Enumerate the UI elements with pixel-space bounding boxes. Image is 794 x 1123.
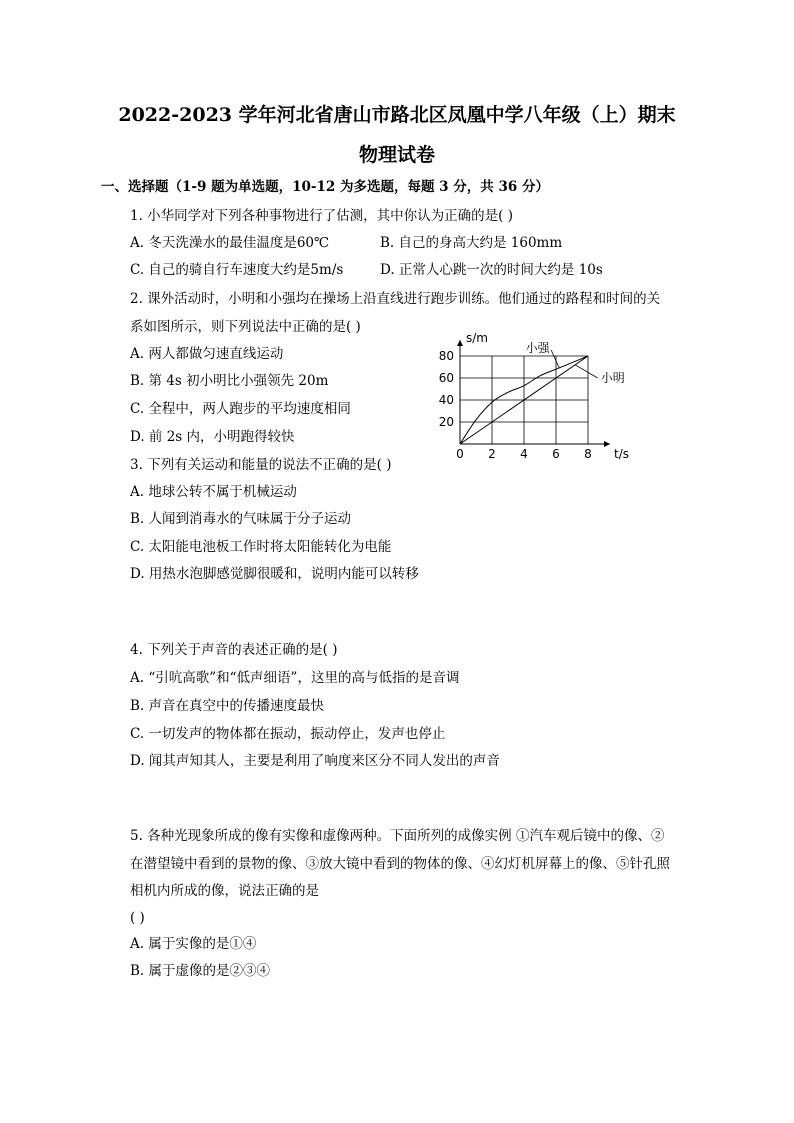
q3-option-d: D. 用热水泡脚感觉脚很暖和，说明内能可以转移 (130, 566, 419, 582)
q2-option-d: D. 前 2s 内，小明跑得较快 (130, 429, 295, 445)
q1-option-a: A. 冬天洗澡水的最佳温度是60℃ (130, 235, 330, 251)
x-tick-label: 6 (552, 447, 560, 461)
q1-option-c: C. 自己的骑自行车速度大约是5m/s (130, 262, 344, 278)
y-tick-label: 40 (438, 393, 454, 407)
x-tick-label: 8 (584, 447, 592, 461)
series-label-xiaoqiang: 小强 (525, 341, 550, 355)
x-axis-label: t/s (614, 447, 629, 461)
y-axis-label: s/m (466, 331, 488, 345)
y-tick-label: 20 (438, 415, 454, 429)
page-title-line1: 2022-2023 学年河北省唐山市路北区凤凰中学八年级（上）期末 (118, 104, 676, 126)
q2-option-b: B. 第 4s 初小明比小强领先 20m (130, 373, 329, 389)
q3-stem: 3. 下列有关运动和能量的说法不正确的是( ) (130, 457, 392, 473)
series-label-xiaoming: 小明 (600, 371, 625, 385)
q5-answer-paren: ( ) (130, 910, 145, 926)
x-axis-arrow (604, 441, 610, 447)
q4-option-d: D. 闻其声知其人，主要是利用了响度来区分不同人发出的声音 (130, 753, 500, 769)
q4-option-b: B. 声音在真空中的传播速度最快 (130, 698, 325, 714)
q2-stem-line1: 2. 课外活动时，小明和小强均在操场上沿直线进行跑步训练。他们通过的路程和时间的关 (130, 291, 661, 307)
q4-option-c: C. 一切发声的物体都在振动，振动停止，发声也停止 (130, 726, 446, 742)
q1-stem: 1. 小华同学对下列各种事物进行了估测，其中你认为正确的是( ) (130, 208, 513, 224)
q5-option-a: A. 属于实像的是①④ (130, 936, 257, 952)
q4-stem: 4. 下列关于声音的表述正确的是( ) (130, 642, 338, 658)
xiaoming-leader (575, 365, 597, 378)
q3-option-b: B. 人闻到消毒水的气味属于分子运动 (130, 511, 352, 527)
y-axis-arrow (457, 340, 463, 346)
q5-stem-line2: 在潜望镜中看到的景物的像、③放大镜中看到的物体的像、④幻灯机屏幕上的像、⑤针孔照 (130, 856, 670, 872)
page-title-line2: 物理试卷 (358, 144, 435, 166)
q5-stem-line1: 5. 各种光现象所成的像有实像和虚像两种。下面所列的成像实例 ①汽车观后镜中的像、② (130, 828, 665, 844)
x-tick-label: 0 (456, 447, 464, 461)
q2-stem-line2: 系如图所示，则下列说法中正确的是( ) (130, 319, 361, 335)
q5-stem-line3: 相机内所成的像，说法正确的是 (130, 883, 319, 899)
q2-option-a: A. 两人都做匀速直线运动 (130, 346, 284, 362)
q2-option-c: C. 全程中，两人跑步的平均速度相同 (130, 401, 351, 417)
q3-option-c: C. 太阳能电池板工作时将太阳能转化为电能 (130, 539, 392, 555)
q5-option-b: B. 属于虚像的是②③④ (130, 963, 271, 979)
distance-time-chart (432, 326, 642, 466)
q4-option-a: A. “引吭高歌”和“低声细语”，这里的高与低指的是音调 (130, 670, 460, 686)
q1-option-d: D. 正常人心跳一次的时间大约是 10s (380, 262, 603, 278)
y-tick-label: 60 (438, 371, 454, 385)
q3-option-a: A. 地球公转不属于机械运动 (130, 484, 297, 500)
xiaoqiang-leader (551, 350, 559, 368)
x-tick-label: 2 (488, 447, 496, 461)
x-tick-label: 4 (520, 447, 528, 461)
section-heading: 一、选择题（1-9 题为单选题，10-12 为多选题，每题 3 分，共 36 分） (101, 179, 549, 195)
q1-option-b: B. 自己的身高大约是 160mm (380, 235, 563, 251)
y-tick-label: 80 (438, 349, 454, 363)
